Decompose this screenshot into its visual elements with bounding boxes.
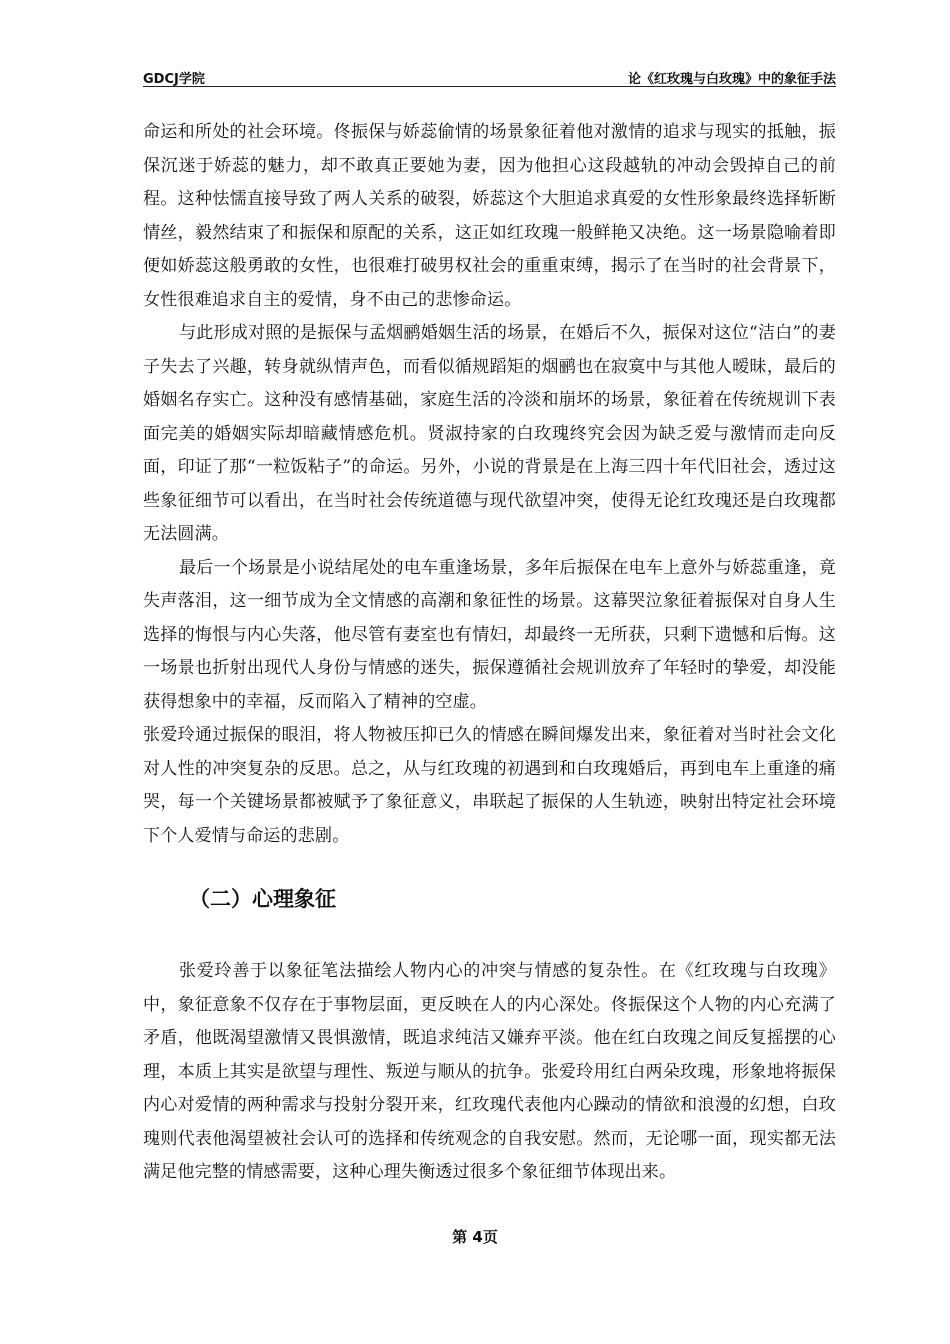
paragraph-continuation: 命运和所处的社会环境。佟振保与娇蕊偷情的场景象征着他对激情的追求与现实的抵触，振保沉迷于娇蕊的魅力，却不敢真正要她为妻，因为他担心这段越轨的冲动会毁掉自己的前程。这种怯懦直接导致了两人关系的破裂，娇蕊这个大胆追求真爱的女性形象最终选择斩断情丝，毅然结束了和振保和原配的关系，这正如红玫瑰一般鲜艳又决绝。这一场景隐喻着即便如娇蕊这般勇敢的女性，也很难打破男权社会的重重束缚，揭示了在当时的社会背景下，女性很难追求自主的爱情，身不由己的悲惨命运。 (143, 122, 836, 310)
paragraph-psychological-symbol: 张爱玲善于以象征笔法描绘人物内心的冲突与情感的复杂性。在《红玫瑰与白玫瑰》中，象征意象不仅存在于事物层面，更反映在人的内心深处。佟振保这个人物的内心充满了矛盾，他既渴望激情又畏惧激情，既追求纯洁又嫌弃平淡。他在红白玫瑰之间反复摇摆的心理，本质上其实是欲望与理性、叛逆与顺从的抗争。张爱玲用红白两朵玫瑰，形象地将振保内心对爱情的两种需求与投射分裂开来，红玫瑰代表他内心躁动的情欲和浪漫的幻想，白玫瑰则代表他渴望被社会认可的选择和传统观念的自我安慰。然而，无论哪一面，现实都无法满足他完整的情感需要，这种心理失衡透过很多个象征细节体现出来。 (143, 961, 836, 1182)
section-heading: （二）心理象征 (189, 887, 336, 911)
paragraph-tram-scene-conclusion: 张爱玲通过振保的眼泪，将人物被压抑已久的情感在瞬间爆发出来，象征着对当时社会文化对人性的冲突复杂的反思。总之，从与红玫瑰的初遇到和白玫瑰婚后，再到电车上重逢的痛哭，每一个关键场景都被赋予了象征意义，串联起了振保的人生轨迹，映射出特定社会环境下个人爱情与命运的悲剧。 (143, 725, 836, 846)
header-paper-title: 论《红玫瑰与白玫瑰》中的象征手法 (627, 72, 836, 87)
paragraph-tram-scene: 最后一个场景是小说结尾处的电车重逢场景，多年后振保在电车上意外与娇蕊重逢，竟失声落泪，这一细节成为全文情感的高潮和象征性的场景。这幕哭泣象征着振保对自身人生选择的悔恨与内心失落，他尽管有妻室也有情妇，却最终一无所获，只剩下遗憾和后悔。这一场景也折射出现代人身份与情感的迷失，振保遵循社会规训放弃了年轻时的挚爱，却没能获得想象中的幸福，反而陷入了精神的空虚。 (143, 557, 836, 712)
running-header (143, 64, 836, 87)
paragraph-marriage-scene: 与此形成对照的是振保与孟烟鹂婚姻生活的场景，在婚后不久，振保对这位“洁白”的妻子失去了兴趣，转身就纵情声色，而看似循规蹈矩的烟鹂也在寂寞中与其他人暧昧，最后的婚姻名存实亡。这种没有感情基础，家庭生活的冷淡和崩坏的场景，象征着在传统规训下表面完美的婚姻实际却暗藏情感危机。贤淑持家的白玫瑰终究会因为缺乏爱与激情而走向反面，印证了那“一粒饭粘子”的命运。另外，小说的背景是在上海三四十年代旧社会，透过这些象征细节可以看出，在当时社会传统道德与现代欲望冲突，使得无论红玫瑰还是白玫瑰都无法圆满。 (143, 323, 836, 544)
header-institution: GDCJ学院 (143, 72, 205, 87)
body-text (143, 116, 836, 1190)
page-number: 第 4页 (452, 1228, 498, 1246)
